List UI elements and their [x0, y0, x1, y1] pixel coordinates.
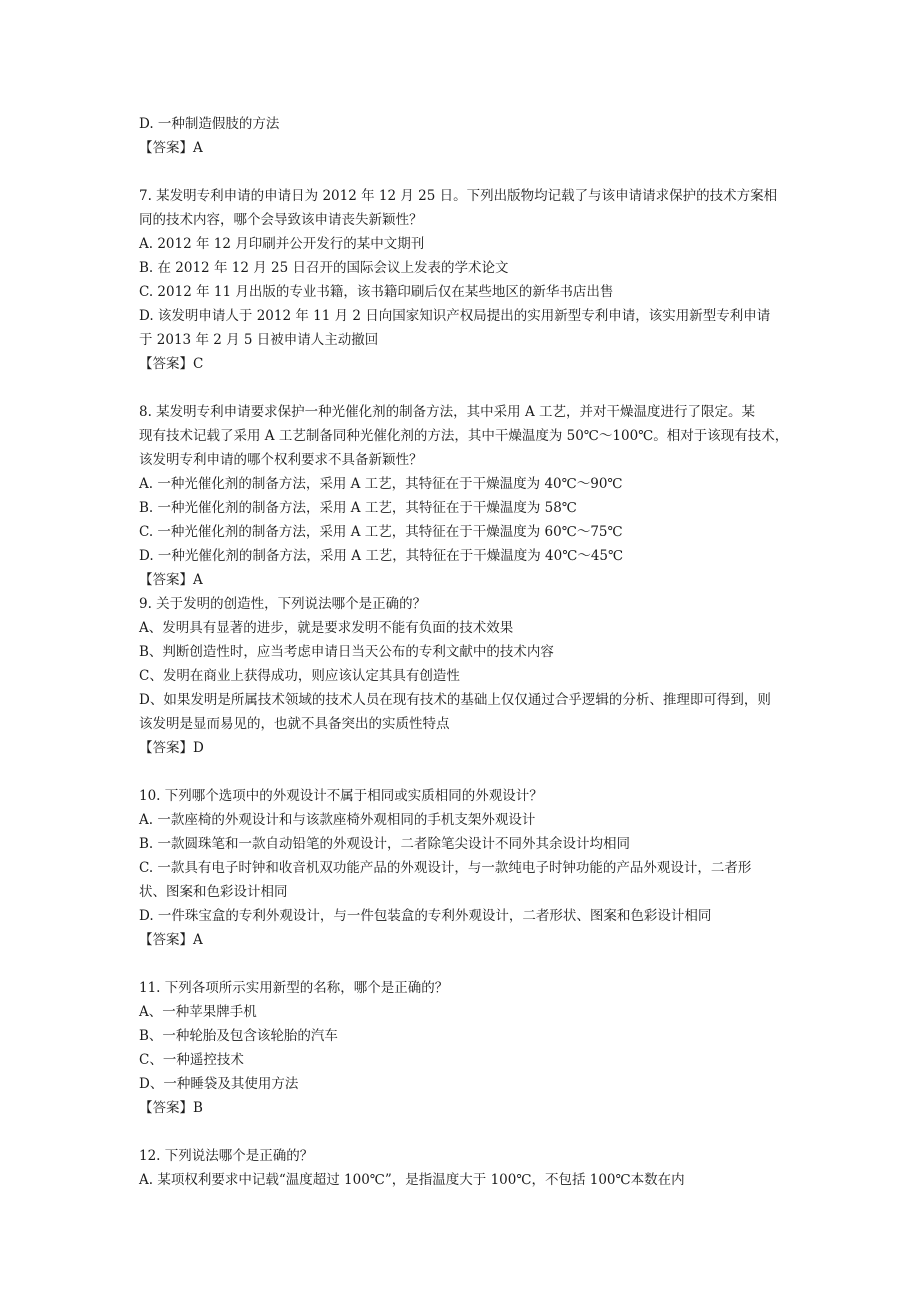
q8-stem-line1: 8. 某发明专利申请要求保护一种光催化剂的制备方法，其中采用 A 工艺，并对干燥温度进行了限定。某	[139, 404, 756, 420]
q11-option-a: A、一种苹果牌手机	[139, 1004, 257, 1020]
q12-option-a: A. 某项权利要求中记载“温度超过 100℃”，是指温度大于 100℃，不包括 100℃本数在内	[139, 1172, 685, 1188]
q9-stem: 9. 关于发明的创造性，下列说法哪个是正确的？	[139, 596, 427, 612]
q8-answer: 【答案】A	[139, 572, 203, 588]
q7-option-b: B. 在 2012 年 12 月 25 日召开的国际会议上发表的学术论文	[139, 260, 509, 276]
q10-option-c-line2: 状、图案和色彩设计相同	[139, 884, 288, 900]
q9-answer: 【答案】D	[139, 740, 204, 756]
q12-stem: 12. 下列说法哪个是正确的？	[139, 1148, 314, 1164]
q7-stem-line2: 同的技术内容，哪个会导致该申请丧失新颖性？	[139, 212, 423, 228]
q10-option-c-line1: C. 一款具有电子时钟和收音机双功能产品的外观设计，与一款纯电子时钟功能的产品外观设计，二者形	[139, 860, 752, 876]
q6-option-d: D. 一种制造假肢的方法	[139, 116, 280, 132]
q7-option-d-line1: D. 该发明申请人于 2012 年 11 月 2 日向国家知识产权局提出的实用新型专利申请，该实用新型专利申请	[139, 308, 771, 324]
q7-option-c: C. 2012 年 11 月出版的专业书籍，该书籍印刷后仅在某些地区的新华书店出售	[139, 284, 614, 300]
q9-option-a: A、发明具有显著的进步，就是要求发明不能有负面的技术效果	[139, 620, 514, 636]
q8-option-d: D. 一种光催化剂的制备方法，采用 A 工艺，其特征在于干燥温度为 40℃～45℃	[139, 548, 624, 564]
q7-answer: 【答案】C	[139, 356, 204, 372]
q11-option-c: C、一种遥控技术	[139, 1052, 244, 1068]
q11-answer: 【答案】B	[139, 1100, 203, 1116]
q8-option-a: A. 一种光催化剂的制备方法，采用 A 工艺，其特征在于干燥温度为 40℃～90℃	[139, 476, 623, 492]
q8-option-b: B. 一种光催化剂的制备方法，采用 A 工艺，其特征在于干燥温度为 58℃	[139, 500, 577, 516]
q8-stem-line2: 现有技术记载了采用 A 工艺制备同种光催化剂的方法，其中干燥温度为 50℃～100℃。相对于该现有技术，	[139, 428, 789, 444]
q7-stem-line1: 7. 某发明专利申请的申请日为 2012 年 12 月 25 日。下列出版物均记载了与该申请请求保护的技术方案相	[139, 188, 778, 204]
q9-option-b: B、判断创造性时，应当考虑申请日当天公布的专利文献中的技术内容	[139, 644, 554, 660]
q11-stem: 11. 下列各项所示实用新型的名称，哪个是正确的？	[139, 980, 449, 996]
q6-answer: 【答案】A	[139, 140, 203, 156]
q8-option-c: C. 一种光催化剂的制备方法，采用 A 工艺，其特征在于干燥温度为 60℃～75℃	[139, 524, 623, 540]
q10-option-a: A. 一款座椅的外观设计和与该款座椅外观相同的手机支架外观设计	[139, 812, 536, 828]
q11-option-d: D、一种睡袋及其使用方法	[139, 1076, 299, 1092]
q10-option-d: D. 一件珠宝盒的专利外观设计，与一件包装盒的专利外观设计，二者形状、图案和色彩设计相同	[139, 908, 712, 924]
q9-option-c: C、发明在商业上获得成功，则应该认定其具有创造性	[139, 668, 460, 684]
q8-stem-line3: 该发明专利申请的哪个权利要求不具备新颖性？	[139, 452, 423, 468]
q10-answer: 【答案】A	[139, 932, 203, 948]
q11-option-b: B、一种轮胎及包含该轮胎的汽车	[139, 1028, 338, 1044]
q10-option-b: B. 一款圆珠笔和一款自动铅笔的外观设计，二者除笔尖设计不同外其余设计均相同	[139, 836, 631, 852]
q7-option-d-line2: 于 2013 年 2 月 5 日被申请人主动撤回	[139, 332, 379, 348]
q9-option-d-line1: D、如果发明是所属技术领域的技术人员在现有技术的基础上仅仅通过合乎逻辑的分析、推理即可得到，则	[139, 692, 771, 708]
q10-stem: 10. 下列哪个选项中的外观设计不属于相同或实质相同的外观设计？	[139, 788, 543, 804]
q7-option-a: A. 2012 年 12 月印刷并公开发行的某中文期刊	[139, 236, 425, 252]
q9-option-d-line2: 该发明是显而易见的，也就不具备突出的实质性特点	[139, 716, 450, 732]
